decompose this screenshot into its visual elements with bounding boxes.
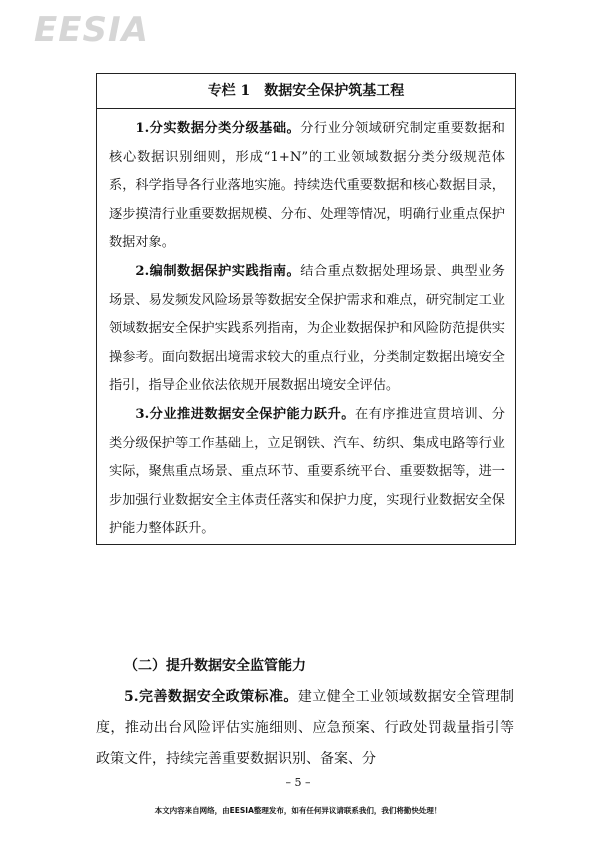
box-item-2 (109, 258, 505, 401)
box-item-2-text: 结合重点数据处理场景、典型业务场景、易发频发风险场景等数据安全保护需求和难点，研究制定工业领域数据安全保护实践系列指南，为企业数据保护和风险防范提供实操参考。面向数据出境需求较大的重点行业，分类制定数据出境安全指引，指导企业依法依规开展数据出境安全评估。 (109, 263, 505, 394)
page-number: – 5 – (285, 776, 311, 789)
section-heading: （二）提升数据安全监管能力 (124, 658, 306, 674)
box-item-1-text: 分行业分领域研究制定重要数据和核心数据识别细则，形成“1+N”的工业领域数据分类分级规范体系，科学指导各行业落地实施。持续迭代重要数据和核心数据目录，逐步摸清行业重要数据规模、分布、处理等情况，明确行业重点保护数据对象。 (109, 121, 505, 251)
box-item-1 (109, 109, 505, 258)
main-paragraph (96, 682, 514, 775)
eesia-watermark-logo: EESIA (34, 10, 149, 50)
feature-box-title: 专栏 1 数据安全保护筑基工程 (97, 74, 515, 109)
box-item-3-lead: 3.分业推进数据安全保护能力跃升。 (135, 406, 355, 422)
feature-box-body (97, 109, 515, 544)
box-item-2-lead: 2.编制数据保护实践指南。 (135, 263, 301, 279)
main-paragraph-lead: 5.完善数据安全政策标准。 (124, 689, 298, 705)
box-item-3-text: 在有序推进宣贯培训、分类分级保护等工作基础上，立足钢铁、汽车、纺织、集成电路等行业实际，聚焦重点场景、重点环节、重要系统平台、重要数据等，进一步加强行业数据安全主体责任落实和保护力度，实现行业数据安全保护能力整体跃升。 (109, 406, 505, 537)
feature-box (96, 73, 516, 545)
box-item-1-lead: 1.分实数据分类分级基础。 (135, 121, 301, 136)
main-paragraph-text: 建立健全工业领域数据安全管理制度，推动出台风险评估实施细则、应急预案、行政处罚裁量指引等政策文件，持续完善重要数据识别、备案、分 (96, 689, 514, 767)
footer-note: 本文内容来自网络，由EESIA整理发布，如有任何异议请联系我们，我们将勤快处理！ (154, 806, 442, 815)
box-item-3 (109, 401, 505, 544)
